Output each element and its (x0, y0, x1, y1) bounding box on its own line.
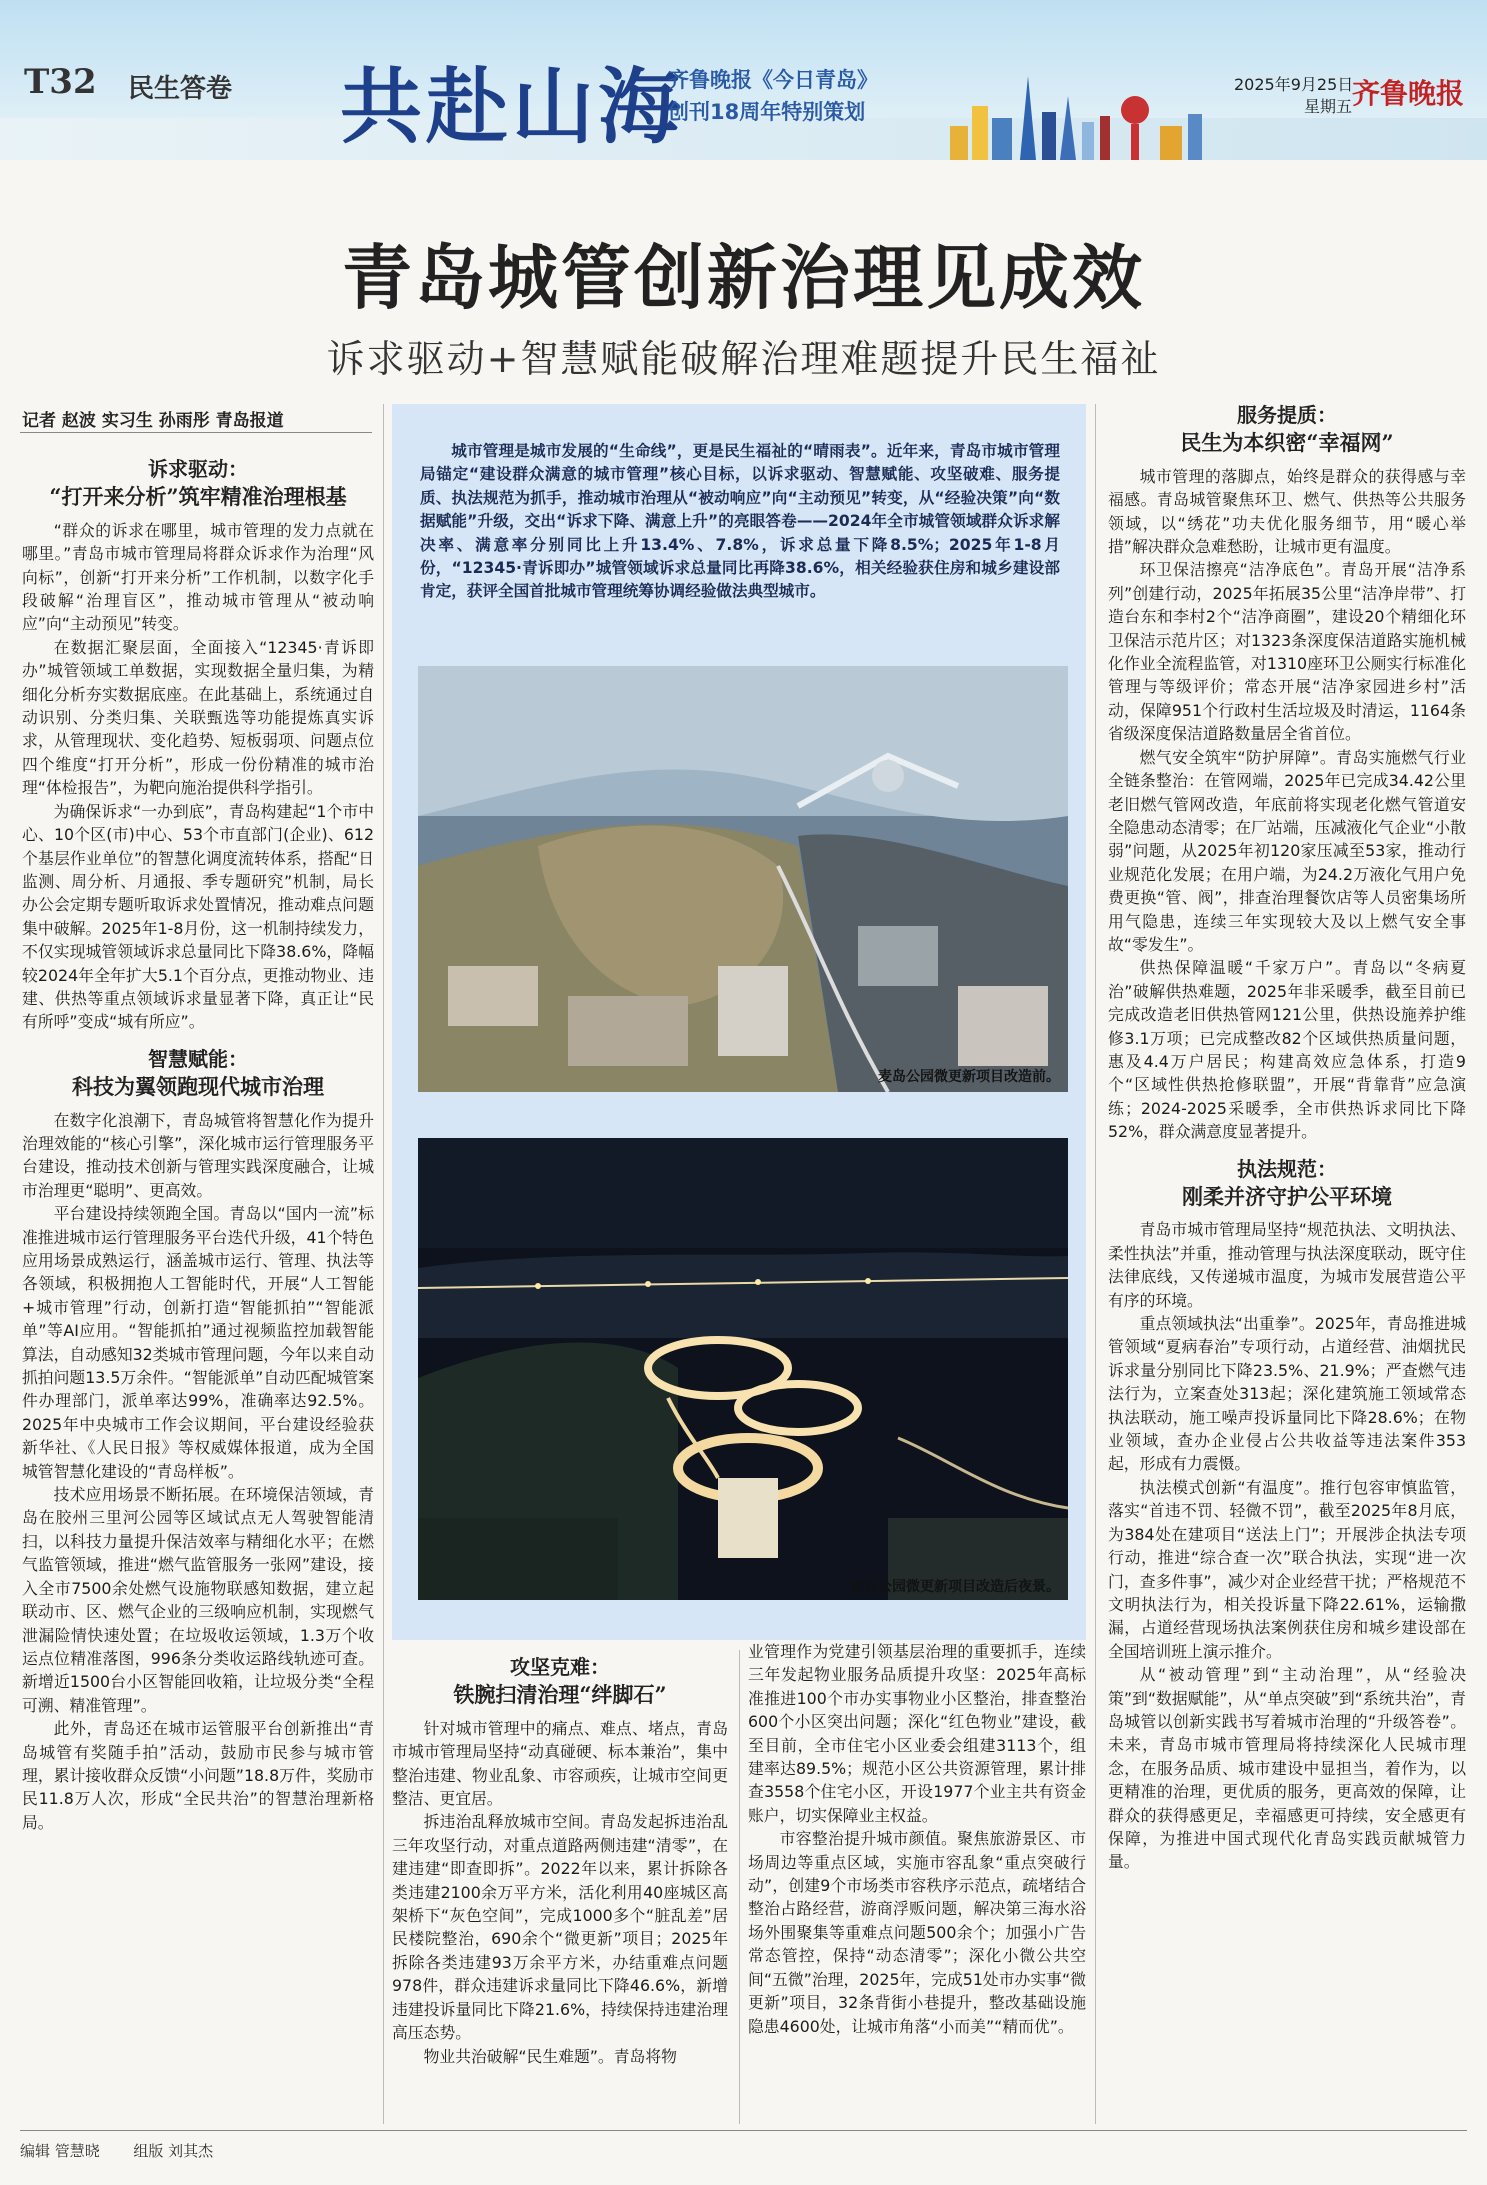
paragraph: 平台建设持续领跑全国。青岛以“国内一流”标准推进城市运行管理服务平台迭代升级，41个特色应用场景成熟运行，涵盖城市运行、管理、执法等各领域，积极拥抱人工智能时代，开展“人工智能+城市管理”行动，创新打造“智能抓拍”“智能派单”等AI应用。“智能抓拍”通过视频监控加载智能算法，自动感知32类城市管理问题，今年以来自动抓拍问题13.5万余件。“智能派单”自动匹配城管案件办理部门，派单率达99%，准确率达92.5%。2025年中央城市工作会议期间，平台建设经验获新华社、《人民日报》等权威媒体报道，成为全国城管智慧化建设的“青岛样板”。 (22, 1204, 374, 1481)
paragraph: 市容整治提升城市颜值。聚焦旅游景区、市场周边等重点区域，实施市容乱象“重点突破行动”，创建9个市场类市容秩序示范点，疏堵结合整治占路经营，游商浮贩问题，解决第三海水浴场外围聚集等重难点问题500余个；加强小广告常态管控，保持“动态清零”；深化小微公共空间“五微”治理，2025年，完成51处市办实事“微更新”项目，32条背街小巷提升，整改基础设施隐患4600处，让城市角落“小而美”“精而优”。 (748, 1829, 1086, 2036)
paragraph: 针对城市管理中的痛点、难点、堵点，青岛市城市管理局坚持“动真碰硬、标本兼治”，集中整治违建、物业乱象、市容顽疾，让城市空间更整洁、更宜居。 (392, 1718, 728, 1809)
masthead-logo: 共赴山海 (340, 59, 685, 155)
special-edition (668, 64, 878, 128)
paper-logo: 齐鲁晚报 (1352, 77, 1465, 110)
paragraph: 从“被动管理”到“主动治理”，从“经验决策”到“数据赋能”，从“单点突破”到“系统共治”，青岛城管以创新实践书写着城市治理的“升级答卷”。未来，青岛市城市管理局将持续深化人民城市理念，在服务品质、城市建设中显担当，着作为，以更精准的治理，更优质的服务，更高效的保障，让群众的获得感更足，幸福感更可持续，安全感更有保障，为推进中国式现代化青岛实践贡献城管力量。 (1108, 1665, 1466, 1872)
special-line-2: 创刊18周年特别策划 (668, 100, 866, 124)
column-divider (383, 404, 384, 2124)
section5-title: 刚柔并济守护公平环境 (1182, 1184, 1392, 1209)
skyline-illustration-icon (950, 66, 1220, 160)
column-divider (1095, 404, 1096, 2124)
section3-kicker: 攻坚克难： (510, 1655, 610, 1679)
paragraph: 技术应用场景不断拓展。在环境保洁领域，青岛在胶州三里河公园等区域试点无人驾驶智能清扫，以科技力量提升保洁效率与精细化水平；在燃气监管领域，推进“燃气监管服务一张网”建设，接入全市7500余处燃气设施物联感知数据，建立起联动市、区、燃气企业的三级响应机制，实现燃气泄漏险情快速处置；在垃圾收运领域，1.3万个收运点位精准落图，996条分类收运路线轨迹可查。新增近1500台小区智能回收箱，让垃圾分类“全程可溯、精准管理”。 (22, 1485, 374, 1715)
paragraph: 供热保障温暖“千家万户”。青岛以“冬病夏治”破解供热难题，2025年非采暖季，截至目前已完成改造老旧供热管网121公里，供热设施养护维修3.1万项；已完成整改82个区域供热质量问题，惠及4.4万户居民；构建高效应急体系，打造9个“区域性供热抢修联盟”，开展“背靠背”应急演练；2024-2025采暖季，全市供热诉求同比下降52%，群众满意度显著提升。 (1108, 958, 1466, 1142)
headline: 青岛城管创新治理见成效 (342, 236, 1145, 319)
middle-column-right (748, 1640, 1086, 2038)
paragraph: 执法模式创新“有温度”。推行包容审慎监管，落实“首违不罚、轻微不罚”，截至2025年8月底，为384处在建项目“送法上门”；开展涉企执法专项行动，推进“综合查一次”联合执法，实现“进一次门，查多件事”，减少对企业经营干扰；严格规范不文明执法行为，相关投诉量下降22.61%，运输撒漏，占道经营现场执法案例获住房和城乡建设部在全国培训班上演示推介。 (1108, 1477, 1466, 1661)
paragraph: 燃气安全筑牢“防护屏障”。青岛实施燃气行业全链条整治：在管网端，2025年已完成34.42公里老旧燃气管网改造，年底前将实现老化燃气管道安全隐患动态清零；在厂站端，压减液化气企业“小散弱”问题，从2025年初120家压减至53家，推动行业规范化发展；在用户端，为24.2万液化气用户免费更换“管、阀”，排查治理餐饮店等人员密集场所用气隐患，连续三年实现较大及以上燃气安全事故“零发生”。 (1108, 747, 1466, 954)
section1-kicker: 诉求驱动： (148, 457, 248, 481)
left-column (22, 446, 374, 1834)
paragraph: 拆违治乱释放城市空间。青岛发起拆违治乱三年攻坚行动，对重点道路两侧违建“清零”，在建违建“即查即拆”。2022年以来，累计拆除各类违建2100余万平方米，活化利用40座城区高架桥下“灰色空间”，完成1000多个“脏乱差”居民楼院整治，690余个“微更新”项目；2025年拆除各类违建93万余平方米，办结重难点问题978件，群众违建诉求量同比下降46.6%，新增违建投诉量同比下降21.6%，持续保持违建治理高压态势。 (392, 1812, 728, 2043)
section4-title: 民生为本织密“幸福网” (1180, 430, 1394, 456)
photo-before-renovation (418, 666, 1068, 1092)
paragraph: 为确保诉求“一办到底”，青岛构建起“1个市中心、10个区(市)中心、53个市直部门(企业)、612个基层作业单位”的智慧化调度流转体系，搭配“日监测、周分析、月通报、季专题研究”机制，局长办公会定期专题听取诉求处置情况，推动难点问题集中破解。2025年1-8月份，这一机制持续发力，不仅实现城管领域诉求总量同比下降38.6%，降幅较2024年全年扩大5.1个百分点，更推动物业、违建、供热等重点领域诉求量显著下降，真正让“民有所呼”变成“城有所应”。 (22, 801, 374, 1032)
section2-title: 科技为翼领跑现代城市治理 (72, 1074, 324, 1100)
paragraph: 此外，青岛还在城市运管服平台创新推出“青岛城管有奖随手拍”活动，鼓励市民参与城市管理，累计接收群众反馈“小问题”18.8万件，奖励市民11.8万人次，形成“全民共治”的智慧治理新格局。 (22, 1719, 374, 1832)
footer-rule (20, 2130, 1467, 2131)
subheadline: 诉求驱动+智慧赋能破解治理难题提升民生福祉 (326, 337, 1161, 381)
intro-text: 城市管理是城市发展的“生命线”，更是民生福祉的“晴雨表”。近年来，青岛市城市管理局锚定“建设群众满意的城市管理”核心目标，以诉求驱动、智慧赋能、攻坚破难、服务提质、执法规范为抓手，推动城市治理从“被动响应”向“主动预见”转变，从“经验决策”向“数据赋能”升级，交出“诉求下降、满意上升”的亮眼答卷——2024年全市城管领域群众诉求解决率、满意率分别同比上升13.4%、7.8%，诉求总量下降8.5%；2025年1-8月份，“12345·青诉即办”城管领域诉求总量同比再降38.6%，相关经验获住房和城乡建设部肯定，获评全国首批城市管理统筹协调经验做法典型城市。 (420, 442, 1060, 601)
photo-caption-after: 麦岛公园微更新项目改造后夜景。 (850, 1579, 1060, 1595)
section2-kicker: 智慧赋能： (148, 1046, 248, 1071)
photo-after-renovation (418, 1138, 1068, 1600)
issue-date (1234, 74, 1353, 118)
byline: 记者 赵波 实习生 孙雨彤 青岛报道 (22, 411, 284, 431)
byline-rule (20, 432, 372, 433)
paragraph: 在数据汇聚层面，全面接入“12345·青诉即办”城管领域工单数据，实现数据全量归集，为精细化分析夯实数据底座。在此基础上，系统通过自动识别、分类归集、关联甄选等功能提炼真实诉求，从管理现状、变化趋势、短板弱项、问题点位四个维度“打开分析”，形成一份份精准的城市治理“体检报告”，为靶向施治提供科学指引。 (22, 637, 374, 798)
section1-title: “打开来分析”筑牢精准治理根基 (49, 484, 347, 510)
column-divider (739, 1650, 740, 2124)
section3-title: 铁腕扫清治理“绊脚石” (453, 1682, 667, 1708)
weekday-text: 星期五 (1304, 97, 1353, 116)
editor-credit: 编辑 管慧晓 (20, 2142, 100, 2160)
paragraph: 城市管理的落脚点，始终是群众的获得感与幸福感。青岛城管聚焦环卫、燃气、供热等公共服务领域，以“绣花”功夫优化服务细节，用“暖心举措”解决群众急难愁盼，让城市更有温度。 (1108, 466, 1466, 557)
section5-kicker: 执法规范： (1237, 1156, 1337, 1181)
right-column (1108, 404, 1466, 1874)
page-number: T32 (24, 62, 97, 102)
layout-credit: 组版 刘其杰 (133, 2142, 214, 2160)
paragraph: 物业共治破解“民生难题”。青岛将物 (423, 2046, 677, 2066)
section-name: 民生答卷 (128, 74, 233, 104)
paragraph: 重点领域执法“出重拳”。2025年，青岛推进城管领域“夏病春治”专项行动，占道经营、油烟扰民诉求量分别同比下降23.5%、21.9%；严查燃气违法行为，立案查处313起；深化建筑施工领域常态执法联动，施工噪声投诉量同比下降28.6%；在物业领域，查办企业侵占公共收益等违法案件353起，形成有力震慑。 (1108, 1314, 1466, 1474)
paragraph: 环卫保洁擦亮“洁净底色”。青岛开展“洁净系列”创建行动，2025年拓展35公里“洁净岸带”、打造台东和李村2个“洁净商圈”，建设20个精细化环卫保洁示范片区；对1323条深度保洁道路实施机械化作业全流程监管，对1310座环卫公厕实行标准化管理与等级评价；常态开展“洁净家园进乡村”活动，保障951个行政村生活垃圾及时清运，1164条省级深度保洁道路数量居全省首位。 (1108, 560, 1466, 744)
paragraph: “群众的诉求在哪里，城市管理的发力点就在哪里。”青岛市城市管理局将群众诉求作为治理“风向标”，创新“打开来分析”工作机制，以数字化手段破解“治理盲区”，推动城市管理从“被动响应”向“主动预见”转变。 (22, 520, 374, 634)
footer-credits (20, 2140, 213, 2161)
middle-column-left (392, 1656, 728, 2068)
photo-caption-before: 麦岛公园微更新项目改造前。 (878, 1069, 1060, 1085)
date-text: 2025年9月25日 (1234, 75, 1354, 94)
paragraph: 青岛市城市管理局坚持“规范执法、文明执法、柔性执法”并重，推动管理与执法深度联动，既守住法律底线，又传递城市温度，为城市发展营造公平有序的环境。 (1108, 1220, 1466, 1310)
paragraph: 在数字化浪潮下，青岛城管将智慧化作为提升治理效能的“核心引擎”，深化城市运行管理服务平台建设，推动技术创新与管理实践深度融合，让城市治理更“聪明”、更高效。 (22, 1110, 374, 1200)
paragraph: 业管理作为党建引领基层治理的重要抓手，连续三年发起物业服务品质提升攻坚：2025年高标准推进100个市办实事物业小区整治，排查整治600个小区突出问题；深化“红色物业”建设，截至目前，全市住宅小区业委会组建3113个，组建率达89.5%；规范小区公共资源管理，累计排查3558个住宅小区，开设1977个业主共有资金账户，切实保障业主权益。 (748, 1642, 1086, 1825)
section4-kicker: 服务提质： (1237, 403, 1337, 427)
special-line-1: 齐鲁晚报《今日青岛》 (668, 68, 878, 92)
